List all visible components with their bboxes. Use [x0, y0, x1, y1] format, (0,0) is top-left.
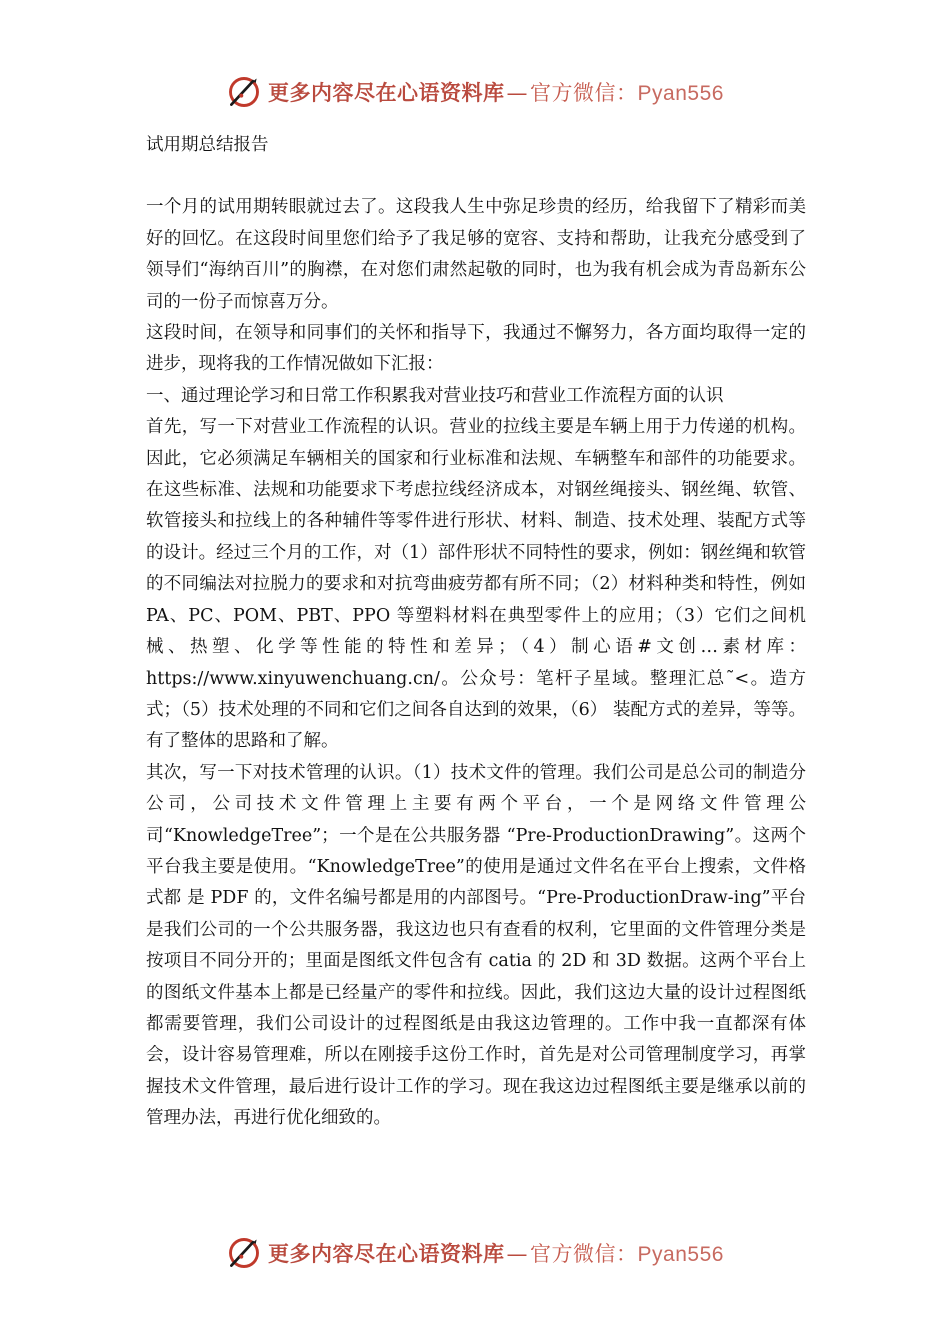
banner-wechat-id: Pyan556: [637, 82, 724, 105]
banner-text: [268, 1238, 724, 1268]
paragraph-workflow: 首先，写一下对营业工作流程的认识。营业的拉线主要是车辆上用于力传递的机构。因此，它必须满足车辆相关的国家和行业标准和法规、车辆整车和部件的功能要求。在这些标准、法规和功能要求下考虑拉线经济成本，对钢丝绳接头、钢丝绳、软管、软管接头和拉线上的各种辅件等零件进行形状、材料、制造、技术处理、装配方式等的设计。经过三个月的工作，对（1）部件形状不同特性的要求，例如：钢丝绳和软管的不同编法对拉脱力的要求和对抗弯曲疲劳都有所不同；（2）材料种类和特性，例如 PA、PC、POM、PBT、PPO 等塑料材料在典型零件上的应用；（3）它们之间机械、热塑、化学等性能的特性和差异；（4）制心语#文创…素材库：https://www.xinyuwenchuang.cn/。公众号：笔杆子星域。整理汇总˜<。造方式；（5）技术处理的不同和它们之间各自达到的效果，（6） 装配方式的差异，等等。有了整体的思路和了解。: [146, 417, 806, 752]
section-heading-1: 一、通过理论学习和日常工作积累我对营业技巧和营业工作流程方面的认识: [146, 385, 724, 406]
paragraph-tech-management: 其次，写一下对技术管理的认识。（1）技术文件的管理。我们公司是总公司的制造分公司，公司技术文件管理上主要有两个平台，一个是网络文件管理公司“KnowledgeTree”；一个是在公共服务器 “Pre-ProductionDrawing”。这两个平台我主要是使用。“KnowledgeTree”的使用是通过文件名在平台上搜索，文件格式都 是 PDF 的，文件名编号都是用的内部图号。“Pre-ProductionDraw-ing”平台是我们公司的一个公共服务器，我这边也只有查看的权利，它里面的文件管理分类是按项目不同分开的；里面是图纸文件包含有 catia 的 2D 和 3D 数据。这两个平台上的图纸文件基本上都是已经量产的零件和拉线。因此，我们这边大量的设计过程图纸都需要管理，我们公司设计的过程图纸是由我这边管理的。工作中我一直都深有体会，设计容易管理难，所以在刚接手这份工作时，首先是对公司管理制度学习，再掌握技术文件管理，最后进行设计工作的学习。现在我这边过程图纸主要是继承以前的管理办法，再进行优化细致的。: [146, 762, 806, 1129]
banner-wechat-label: 官方微信：: [530, 1242, 638, 1266]
banner-separator: —: [506, 1242, 529, 1266]
page-title: 试用期总结报告: [146, 135, 269, 155]
header-banner: [0, 70, 950, 114]
banner-wechat-id: Pyan556: [637, 1243, 724, 1266]
banner-main-text: 更多内容尽在心语资料库: [268, 81, 505, 105]
banner-separator: —: [506, 81, 529, 105]
pen-logo-icon: [226, 74, 262, 110]
banner-wechat-label: 官方微信：: [530, 81, 638, 105]
paragraph-intro: 一个月的试用期转眼就过去了。这段我人生中弥足珍贵的经历，给我留下了精彩而美好的回忆。在这段时间里您们给予了我足够的宽容、支持和帮助，让我充分感受到了领导们“海纳百川”的胸襟，在对您们肃然起敬的同时，也为我有机会成为青岛新东公司的一份子而惊喜万分。: [146, 197, 806, 312]
banner-main-text: 更多内容尽在心语资料库: [268, 1242, 505, 1266]
document-body: [146, 130, 806, 1135]
footer-banner: [0, 1231, 950, 1275]
banner-text: [268, 77, 724, 107]
pen-logo-icon: [226, 1235, 262, 1271]
paragraph-progress: 这段时间，在领导和同事们的关怀和指导下，我通过不懈努力，各方面均取得一定的进步，现将我的工作情况做如下汇报：: [146, 323, 806, 375]
